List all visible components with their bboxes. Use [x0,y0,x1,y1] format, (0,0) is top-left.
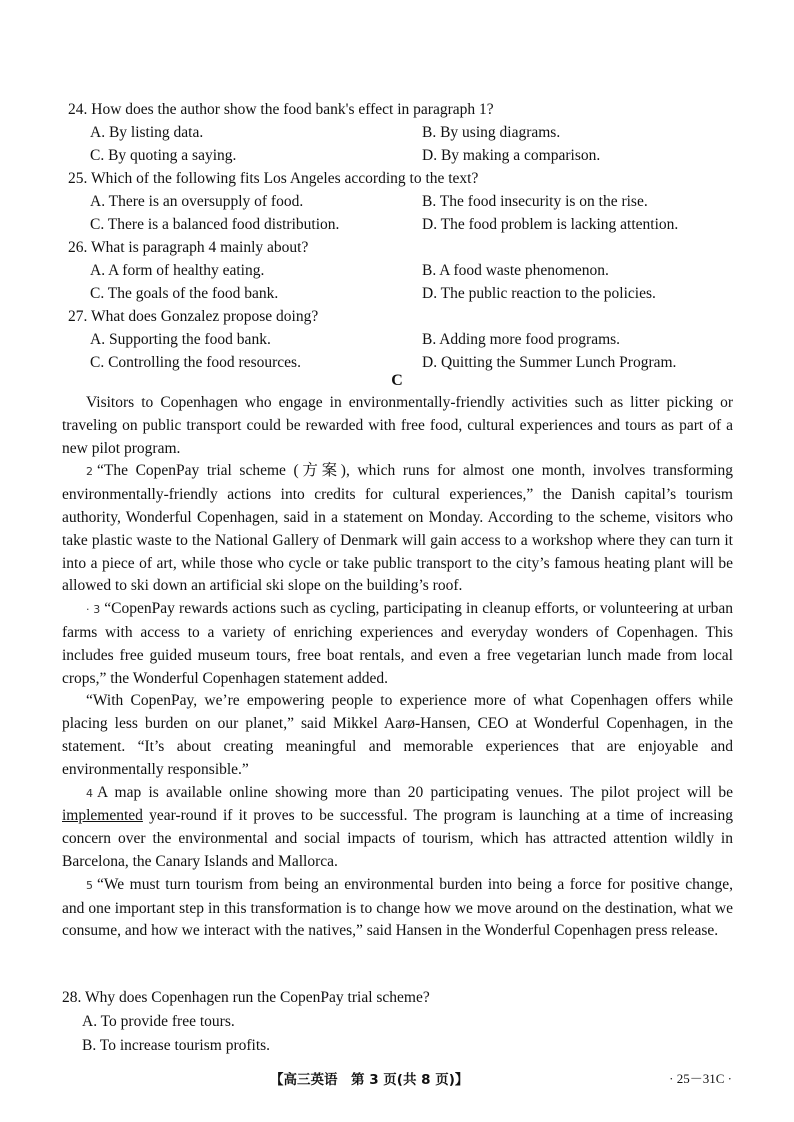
option-c: C. By quoting a saying. [90,147,237,164]
option-d: D. The food problem is lacking attention. [422,216,679,233]
handwritten-mark: 4 [86,786,93,800]
section-title: C [391,372,403,389]
option-b: B. To increase tourism profits. [82,1037,271,1054]
option-b: B. By using diagrams. [422,124,561,141]
paragraph-3b: “With CopenPay, we’re empowering people to experience more of what Copenhagen offers while placing less burden on our planet,” said Mikkel Aarø-Hansen, CEO at Wonderful Copenhagen, in the statement. “It’s about creating meaningful and memorable experiences that are enjoyable and environmentally responsible.” [62,692,733,778]
option-a: A. Supporting the food bank. [90,331,271,348]
paragraph-text: “CopenPay rewards actions such as cycling, participating in cleanup efforts, or volunteering at urban farms with access to a variety of enriching experiences and everyday wonders of Copenhagen. This includes free guided museum tours, free boat rentals, and even a free vegetarian lunch made from local crops,” the Wonderful Copenhagen statement added. [62,600,733,687]
option-c: C. The goals of the food bank. [90,285,279,302]
option-b: B. The food insecurity is on the rise. [422,193,648,210]
question-list [68,98,738,374]
paragraph-5 [62,874,733,943]
question-26 [68,236,738,305]
question-stem: 25. Which of the following fits Los Angeles according to the text? [68,170,479,187]
option-b: B. Adding more food programs. [422,331,621,348]
question-24 [68,98,738,167]
paragraph-text: “We must turn tourism from being an environmental burden into being a force for positive change, and one important step in this transformation is to change how we move around on the destination, what we consume, and how we interact with the natives,” said Hansen in the Wonderful Copenhagen press release. [62,875,733,940]
option-a: A. A form of healthy eating. [90,262,265,279]
handwritten-mark: · 3 [86,603,101,617]
handwritten-mark: 5 [86,878,93,892]
question-28 [62,986,733,1058]
paragraph-text: A map is available online showing more than 20 participating venues. The pilot project will be [97,783,733,801]
option-a: A. To provide free tours. [82,1013,235,1030]
option-a: A. By listing data. [90,124,204,141]
underlined-word: implemented [62,807,143,825]
question-stem: 26. What is paragraph 4 mainly about? [68,239,309,256]
question-27 [68,305,738,374]
reading-passage [62,392,733,943]
question-stem: 27. What does Gonzalez propose doing? [68,308,319,325]
paragraph-text: year-round if it proves to be successful. The program is launching at a time of increasing concern over the environmental and social impacts of tourism, which has attracted attention wildly in Barcelona, the Canary Islands and Mallorca. [62,807,733,870]
question-25 [68,167,738,236]
question-stem: 28. Why does Copenhagen run the CopenPay trial scheme? [62,989,430,1006]
paragraph-3 [62,598,733,690]
option-d: D. Quitting the Summer Lunch Program. [422,354,677,371]
handwritten-mark: 2 [86,465,93,479]
option-d: D. By making a comparison. [422,147,601,164]
question-stem: 24. How does the author show the food bank's effect in paragraph 1? [68,101,494,118]
page-number-label: 【高三英语 第 3 页(共 8 页)】 [270,1072,469,1088]
exam-code: · 25－31C · [669,1071,732,1086]
paragraph-text: “The CopenPay trial scheme (方案), which runs for almost one month, involves transforming environmentally-friendly actions into credits for cultural experiences,” the Danish capital’s tourism authority, Wonderful Copenhagen, said in a statement on Monday. According to the scheme, visitors who take plastic waste to the National Gallery of Denmark will gain access to a workshop where they can turn it into a piece of art, while those who cycle or take public transport to the city’s famous heating plant will be allowed to ski down an artificial ski slope on the building’s roof. [62,462,733,595]
option-d: D. The public reaction to the policies. [422,285,656,302]
option-c: C. Controlling the food resources. [90,354,301,371]
paragraph-1: Visitors to Copenhagen who engage in environmentally-friendly activities such as litter picking or traveling on public transport could be rewarded with free food, cultural experiences and tours as part of a new pilot program. [62,394,733,457]
paragraph-2 [62,460,733,598]
paragraph-4 [62,782,733,874]
option-c: C. There is a balanced food distribution. [90,216,340,233]
option-b: B. A food waste phenomenon. [422,262,609,279]
page-footer [0,1068,794,1092]
option-a: A. There is an oversupply of food. [90,193,304,210]
